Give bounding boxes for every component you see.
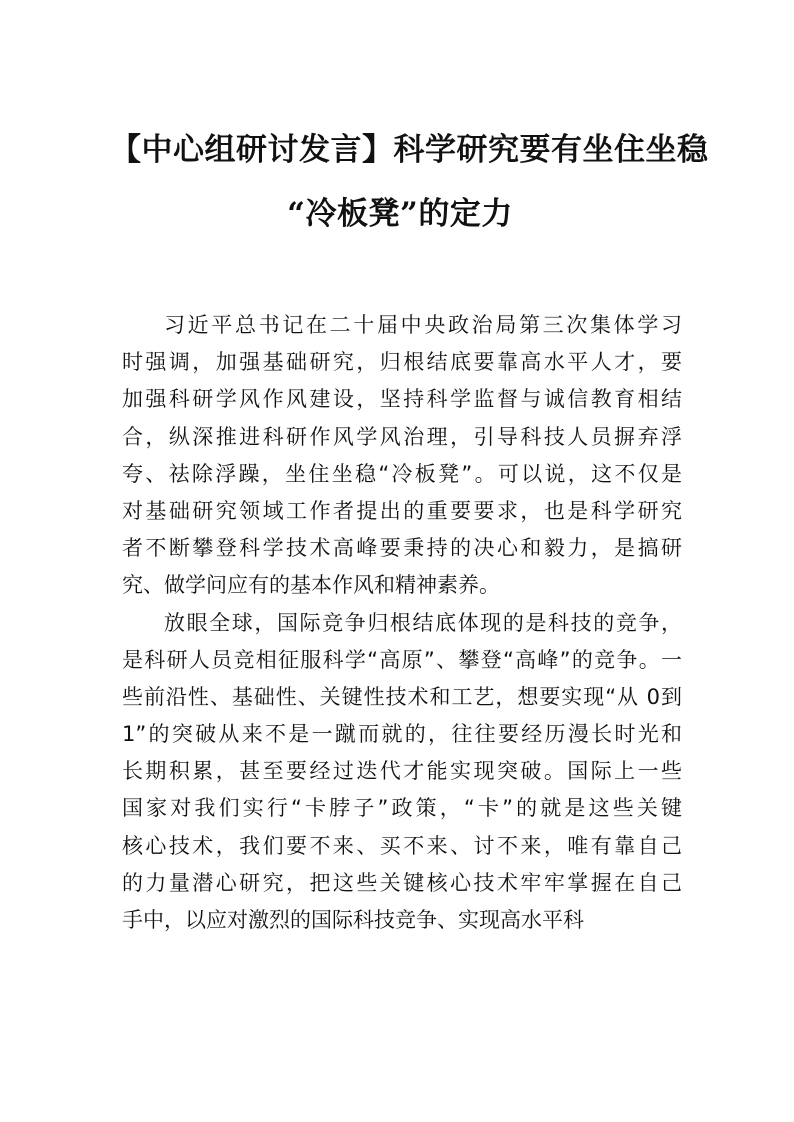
text-line: 究、做学问应有的基本作风和精神素养。 [122, 573, 500, 598]
text-line: 手中，以应对激烈的国际科技竞争、实现高水平科 [122, 908, 584, 932]
title-line: 【中心组研讨发言】科学研究要有坐住坐稳 [110, 132, 709, 168]
text-line: 长期积累，甚至要经过迭代才能实现突破。国际上一些 [122, 759, 682, 784]
text-line: 的力量潜心研究，把这些关键核心技术牢牢掌握在自己 [122, 870, 682, 895]
text-line: 者不断攀登科学技术高峰要秉持的决心和毅力，是搞研 [122, 536, 682, 561]
text-line: 放眼全球，国际竞争归根结底体现的是科技的竞争， [164, 610, 682, 635]
title-line: “冷板凳”的定力 [287, 196, 513, 232]
text-line: 习近平总书记在二十届中央政治局第三次集体学习 [164, 313, 682, 337]
paragraph-1 [122, 307, 682, 605]
text-line: 是科研人员竞相征服科学“高原”、攀登“高峰”的竞争。一 [122, 647, 682, 672]
text-line: 夸、祛除浮躁，坐住坐稳“冷板凳”。可以说，这不仅是 [122, 461, 682, 486]
paragraph-2 [122, 605, 682, 940]
text-line: 国家对我们实行“卡脖子”政策，“卡”的就是这些关键 [122, 796, 682, 821]
text-line: 1”的突破从来不是一蹴而就的，往往要经历漫长时光和 [122, 722, 682, 747]
text-line: 合，纵深推进科研作风学风治理，引导科技人员摒弃浮 [122, 424, 682, 449]
text-line: 些前沿性、基础性、关键性技术和工艺，想要实现“从 0到 [122, 684, 682, 709]
document-body [122, 307, 682, 939]
text-line: 对基础研究领域工作者提出的重要要求，也是科学研究 [122, 498, 682, 523]
text-line: 核心技术，我们要不来、买不来、讨不来，唯有靠自己 [122, 833, 682, 858]
text-line: 时强调，加强基础研究，归根结底要靠高水平人才，要 [122, 350, 682, 375]
text-line: 加强科研学风作风建设，坚持科学监督与诚信教育相结 [122, 387, 682, 412]
document-title [110, 118, 709, 246]
